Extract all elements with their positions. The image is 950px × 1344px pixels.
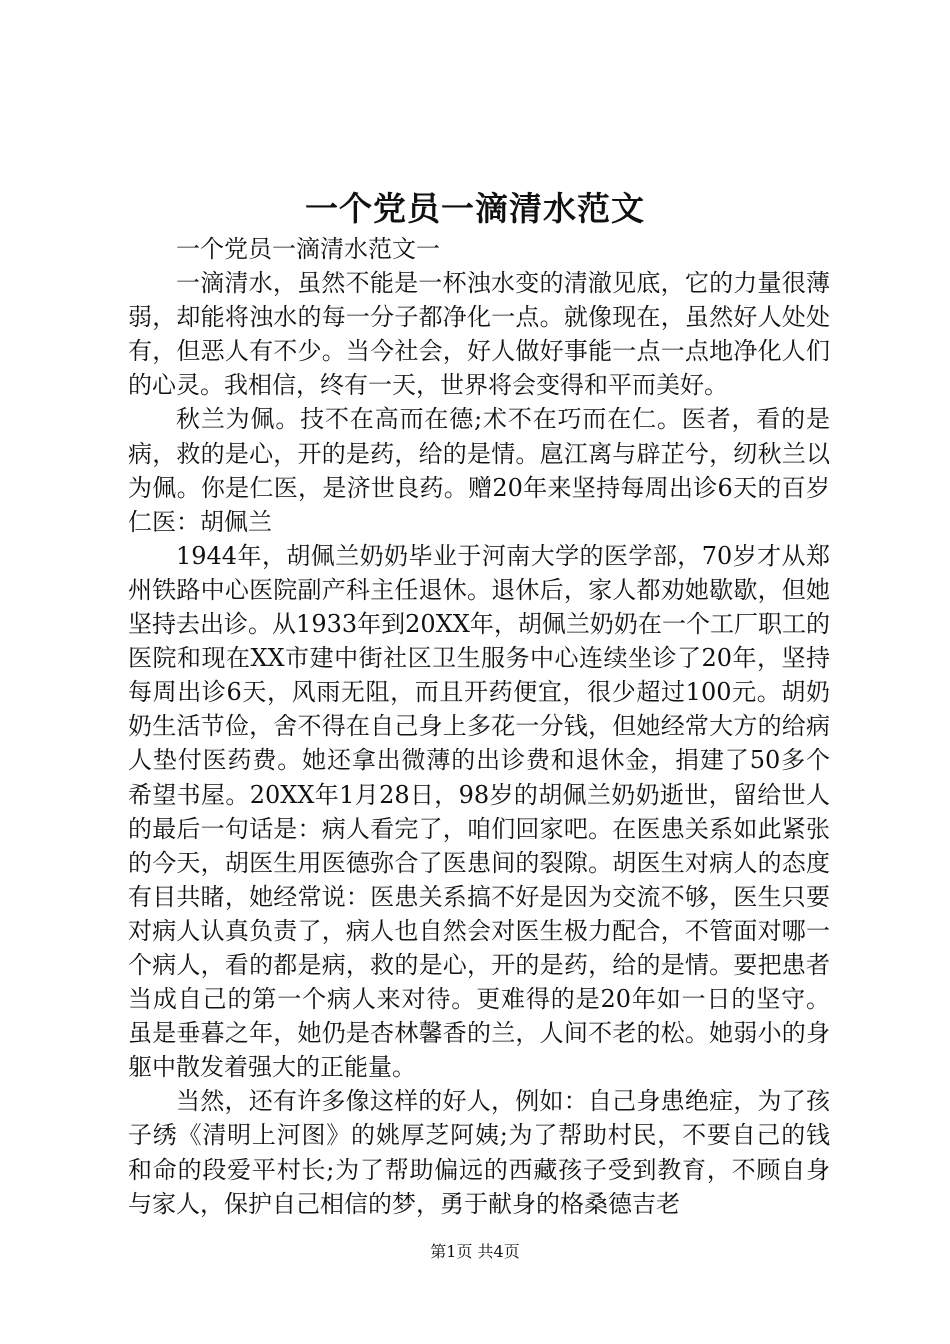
paragraph: 一滴清水，虽然不能是一杯浊水变的清澈见底，它的力量很薄弱，却能将浊水的每一分子都净化一点。就像现在，虽然好人处处有，但恶人有不少。当今社会，好人做好事能一点一点地净化人们的心灵。我相信，终有一天，世界将会变得和平而美好。 [128,269,830,400]
document-body [128,232,830,1221]
paragraph-subtitle: 一个党员一滴清水范文一 [176,235,440,263]
paragraph: 当然，还有许多像这样的好人，例如：自己身患绝症，为了孩子绣《清明上河图》的姚厚芝阿姨;为了帮助村民，不要自己的钱和命的段爱平村长;为了帮助偏远的西藏孩子受到教育，不顾自身与家人，保护自己相信的梦，勇于献身的格桑德吉老 [128,1087,830,1218]
document-title: 一个党员一滴清水范文 [305,189,645,228]
page-footer: 第1页 共4页 [430,1242,520,1261]
paragraph: 秋兰为佩。技不在高而在德;术不在巧而在仁。医者，看的是病，救的是心，开的是药，给的是情。扈江离与辟芷兮，纫秋兰以为佩。你是仁医，是济世良药。赠20年来坚持每周出诊6天的百岁仁医：胡佩兰 [128,405,830,536]
paragraph: 1944年，胡佩兰奶奶毕业于河南大学的医学部，70岁才从郑州铁路中心医院副产科主任退休。退休后，家人都劝她歇歇，但她坚持去出诊。从1933年到20XX年，胡佩兰奶奶在一个工厂职工的医院和现在XX市建中街社区卫生服务中心连续坐诊了20年，坚持每周出诊6天，风雨无阻，而且开药便宜，很少超过100元。胡奶奶生活节俭，舍不得在自己身上多花一分钱，但她经常大方的给病人垫付医药费。她还拿出微薄的出诊费和退休金，捐建了50多个希望书屋。20XX年1月28日，98岁的胡佩兰奶奶逝世，留给世人的最后一句话是：病人看完了，咱们回家吧。在医患关系如此紧张的今天，胡医生用医德弥合了医患间的裂隙。胡医生对病人的态度有目共睹，她经常说：医患关系搞不好是因为交流不够，医生只要对病人认真负责了，病人也自然会对医生极力配合，不管面对哪一个病人，看的都是病，救的是心，开的是药，给的是情。要把患者当成自己的第一个病人来对待。更难得的是20年如一日的坚守。虽是垂暮之年，她仍是杏林馨香的兰，人间不老的松。她弱小的身躯中散发着强大的正能量。 [128,541,830,1082]
